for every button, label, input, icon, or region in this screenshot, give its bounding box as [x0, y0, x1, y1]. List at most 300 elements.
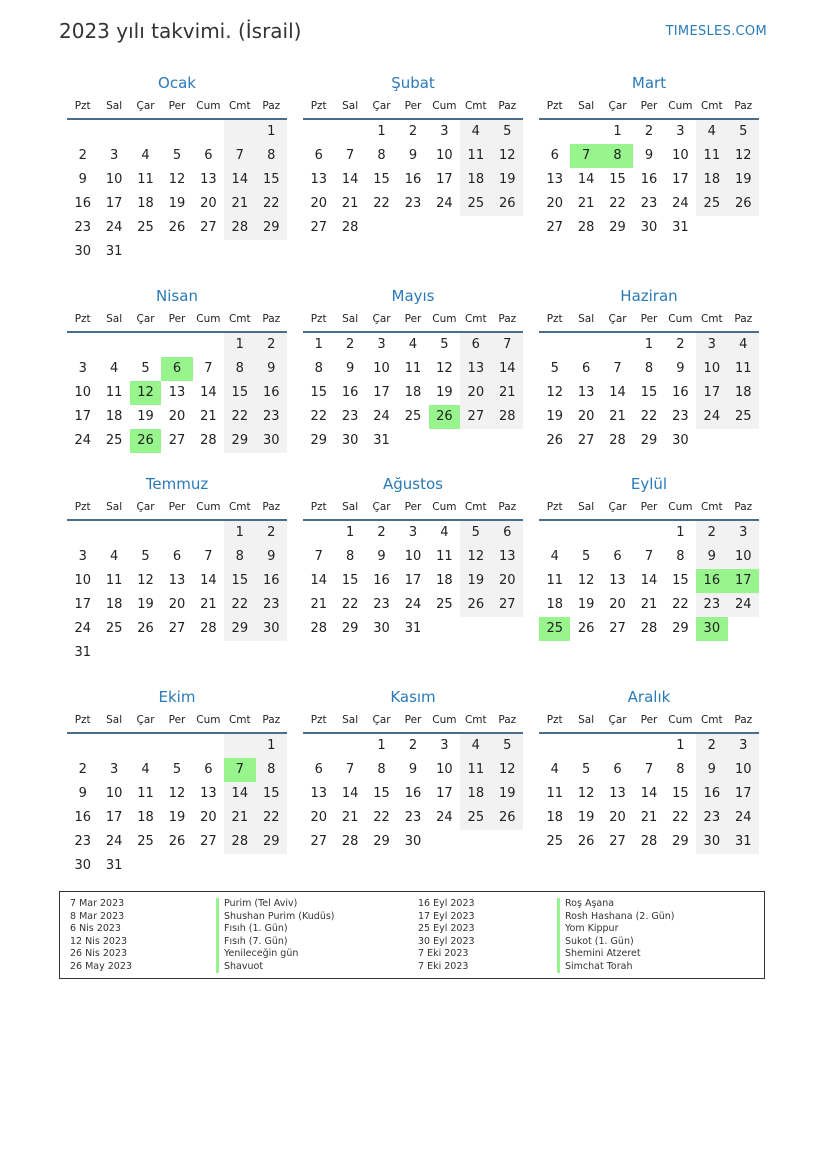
day-cell: 21 [492, 381, 523, 405]
day-cell: 24 [728, 593, 759, 617]
day-cell: 19 [492, 168, 523, 192]
legend-date: 26 Nis 2023 [70, 948, 127, 959]
holiday-day-cell: 30 [696, 617, 727, 641]
brand-link[interactable]: TIMESLES.COM [665, 24, 767, 39]
weekday-label: Sal [106, 313, 123, 325]
day-cell: 14 [577, 172, 595, 187]
day-cell: 29 [256, 830, 287, 854]
legend-date: 8 Mar 2023 [70, 910, 125, 922]
day-cell: 10 [672, 148, 689, 163]
day-cell: 15 [640, 385, 658, 400]
weekday-label: Cmt [464, 714, 487, 726]
month-name: Ekim [158, 688, 196, 706]
empty-cell [224, 120, 255, 144]
day-cell: 14 [200, 573, 217, 588]
month-5 [303, 285, 523, 453]
empty-cell [303, 120, 334, 144]
day-cell: 4 [141, 762, 150, 777]
day-cell: 28 [341, 220, 359, 235]
day-cell: 31 [373, 433, 390, 448]
day-cell: 24 [696, 405, 727, 429]
day-cell: 28 [577, 220, 595, 235]
month-8 [303, 473, 523, 641]
day-cell: 30 [256, 429, 287, 453]
weekday-label: Per [168, 313, 186, 325]
day-cell: 21 [609, 409, 626, 424]
weekday-label: Sal [578, 714, 595, 726]
weekday-label: Sal [106, 501, 123, 513]
day-cell: 13 [310, 172, 327, 187]
day-cell: 10 [404, 549, 422, 564]
weekday-label: Per [168, 714, 186, 726]
day-cell: 21 [200, 409, 217, 424]
day-cell: 15 [224, 381, 255, 405]
day-cell: 3 [408, 525, 418, 540]
weekday-header [539, 307, 759, 333]
legend-date: 7 Eki 2023 [418, 948, 469, 959]
empty-cell [130, 333, 161, 357]
day-cell: 29 [373, 834, 390, 849]
day-cell: 17 [74, 597, 91, 612]
day-cell: 26 [492, 192, 523, 216]
day-cell: 1 [676, 738, 685, 753]
day-cell: 17 [696, 381, 727, 405]
day-cell: 11 [728, 357, 759, 381]
day-grid [67, 333, 287, 453]
day-cell: 22 [256, 192, 287, 216]
day-cell: 30 [341, 433, 359, 448]
day-cell: 19 [460, 569, 491, 593]
day-cell: 4 [440, 525, 449, 540]
holiday-day-cell: 26 [429, 405, 460, 429]
day-cell: 2 [676, 337, 685, 352]
day-cell: 23 [696, 806, 727, 830]
month-3 [539, 72, 759, 240]
day-cell: 6 [314, 148, 323, 163]
legend-dates-col-1 [70, 898, 132, 973]
day-cell: 6 [204, 148, 213, 163]
day-cell: 31 [74, 645, 91, 660]
day-grid [539, 333, 759, 453]
weekday-label: Paz [262, 313, 281, 325]
weekday-label: Pzt [74, 100, 91, 112]
day-cell: 25 [137, 834, 154, 849]
weekday-label: Çar [372, 714, 391, 726]
day-cell: 16 [672, 385, 689, 400]
month-7 [67, 473, 287, 665]
weekday-label: Çar [608, 100, 627, 112]
weekday-header [303, 708, 523, 734]
day-cell: 18 [105, 409, 123, 424]
day-cell: 6 [460, 333, 491, 357]
day-cell: 22 [373, 196, 390, 211]
day-cell: 24 [436, 196, 453, 211]
empty-cell [161, 120, 192, 144]
weekday-label: Pzt [546, 714, 563, 726]
day-cell: 8 [644, 361, 654, 376]
weekday-label: Sal [342, 313, 359, 325]
weekday-label: Paz [734, 501, 753, 513]
empty-cell [539, 120, 570, 144]
day-cell: 31 [672, 220, 689, 235]
day-cell: 19 [436, 385, 453, 400]
legend-holiday-name: Rosh Hashana (2. Gün) [557, 911, 675, 924]
day-cell: 14 [200, 385, 217, 400]
day-cell: 29 [672, 834, 689, 849]
weekday-label: Sal [342, 100, 359, 112]
legend-holiday-name: Fısıh (7. Gün) [216, 936, 335, 949]
day-cell: 6 [550, 148, 559, 163]
day-cell: 8 [224, 545, 255, 569]
weekday-label: Per [640, 100, 658, 112]
day-cell: 4 [408, 337, 418, 352]
weekday-header [67, 708, 287, 734]
day-cell: 20 [200, 810, 217, 825]
legend-names-col-2 [557, 898, 675, 973]
empty-cell [130, 521, 161, 545]
day-cell: 18 [404, 385, 422, 400]
day-cell: 11 [696, 144, 727, 168]
day-cell: 20 [609, 810, 626, 825]
day-cell: 28 [609, 433, 626, 448]
weekday-label: Cmt [700, 714, 723, 726]
weekday-label: Cum [432, 313, 457, 325]
day-cell: 10 [74, 573, 91, 588]
day-cell: 8 [377, 148, 386, 163]
day-cell: 1 [377, 124, 386, 139]
day-cell: 25 [546, 834, 563, 849]
weekday-header [539, 94, 759, 120]
legend-date: 12 Nis 2023 [70, 935, 127, 947]
day-cell: 9 [676, 361, 685, 376]
day-cell: 22 [224, 593, 255, 617]
weekday-label: Paz [498, 100, 517, 112]
day-cell: 11 [137, 786, 154, 801]
holiday-legend [59, 891, 765, 979]
day-cell: 2 [408, 738, 418, 753]
day-cell: 14 [341, 786, 359, 801]
day-cell: 27 [200, 834, 217, 849]
holiday-day-cell: 12 [130, 381, 161, 405]
day-cell: 27 [168, 621, 186, 636]
day-cell: 1 [345, 525, 355, 540]
day-cell: 17 [74, 409, 91, 424]
holiday-day-cell: 16 [696, 569, 727, 593]
weekday-label: Paz [734, 313, 753, 325]
day-cell: 18 [105, 597, 123, 612]
legend-holiday-name: Fısıh (1. Gün) [216, 923, 335, 936]
day-cell: 4 [550, 762, 559, 777]
empty-cell [193, 333, 224, 357]
day-cell: 19 [168, 196, 186, 211]
day-cell: 3 [676, 124, 685, 139]
day-cell: 27 [546, 220, 563, 235]
day-cell: 9 [408, 762, 418, 777]
day-grid [539, 521, 759, 641]
weekday-label: Cum [432, 714, 457, 726]
day-cell: 21 [341, 196, 359, 211]
day-cell: 15 [609, 172, 626, 187]
empty-cell [98, 734, 129, 758]
day-cell: 3 [109, 762, 119, 777]
day-cell: 2 [256, 521, 287, 545]
day-cell: 24 [373, 409, 390, 424]
day-cell: 5 [141, 549, 150, 564]
day-cell: 21 [640, 597, 658, 612]
day-cell: 3 [440, 124, 449, 139]
day-cell: 12 [728, 144, 759, 168]
weekday-label: Per [404, 313, 422, 325]
weekday-label: Cum [668, 714, 693, 726]
day-cell: 8 [256, 758, 287, 782]
weekday-label: Pzt [310, 313, 327, 325]
legend-date: 7 Eki 2023 [418, 960, 469, 972]
day-cell: 25 [137, 220, 154, 235]
day-cell: 5 [460, 521, 491, 545]
day-cell: 15 [256, 782, 287, 806]
legend-holiday-name: Sukot (1. Gün) [557, 936, 675, 949]
day-cell: 5 [141, 361, 150, 376]
day-cell: 20 [168, 409, 186, 424]
day-cell: 16 [696, 782, 727, 806]
day-cell: 21 [310, 597, 327, 612]
empty-cell [161, 521, 192, 545]
day-cell: 1 [224, 333, 255, 357]
day-cell: 8 [676, 762, 685, 777]
empty-cell [161, 333, 192, 357]
day-cell: 7 [314, 549, 323, 564]
weekday-label: Per [404, 100, 422, 112]
day-cell: 1 [613, 124, 622, 139]
day-cell: 17 [105, 196, 123, 211]
legend-holiday-name: Shemini Atzeret [557, 948, 675, 961]
day-cell: 2 [256, 333, 287, 357]
day-cell: 1 [256, 120, 287, 144]
day-cell: 6 [492, 521, 523, 545]
day-cell: 10 [436, 148, 453, 163]
day-grid [539, 120, 759, 240]
day-cell: 10 [373, 361, 390, 376]
empty-cell [334, 734, 365, 758]
weekday-label: Paz [498, 501, 517, 513]
day-cell: 5 [492, 120, 523, 144]
weekday-label: Cmt [700, 100, 723, 112]
month-name: Ağustos [383, 475, 443, 493]
weekday-header [303, 495, 523, 521]
day-cell: 25 [105, 621, 123, 636]
weekday-label: Paz [734, 100, 753, 112]
day-cell: 11 [137, 172, 154, 187]
day-cell: 3 [109, 148, 119, 163]
weekday-label: Cum [196, 714, 221, 726]
day-cell: 17 [105, 810, 123, 825]
day-cell: 23 [404, 810, 422, 825]
day-cell: 30 [373, 621, 390, 636]
weekday-label: Per [640, 714, 658, 726]
page-title: 2023 yılı takvimi. (İsrail) [59, 19, 302, 43]
day-cell: 21 [577, 196, 595, 211]
day-cell: 1 [377, 738, 386, 753]
day-cell: 18 [137, 196, 154, 211]
day-cell: 18 [436, 573, 453, 588]
day-cell: 15 [224, 569, 255, 593]
day-cell: 18 [460, 168, 491, 192]
day-cell: 31 [728, 830, 759, 854]
day-cell: 5 [581, 762, 591, 777]
holiday-day-cell: 7 [570, 144, 601, 168]
day-cell: 25 [460, 806, 491, 830]
day-cell: 6 [581, 361, 591, 376]
day-cell: 8 [224, 357, 255, 381]
day-cell: 8 [314, 361, 323, 376]
day-cell: 17 [373, 385, 390, 400]
weekday-label: Sal [106, 100, 123, 112]
day-cell: 10 [696, 357, 727, 381]
day-cell: 4 [728, 333, 759, 357]
day-cell: 23 [256, 405, 287, 429]
day-cell: 7 [224, 144, 255, 168]
day-cell: 11 [460, 758, 491, 782]
day-cell: 26 [492, 806, 523, 830]
day-cell: 5 [440, 337, 449, 352]
month-11 [303, 686, 523, 854]
weekday-label: Per [640, 501, 658, 513]
day-cell: 25 [105, 433, 123, 448]
day-cell: 22 [640, 409, 658, 424]
day-cell: 12 [492, 144, 523, 168]
day-cell: 9 [696, 545, 727, 569]
empty-cell [570, 521, 601, 545]
day-cell: 29 [256, 216, 287, 240]
weekday-label: Cum [196, 313, 221, 325]
day-cell: 28 [200, 433, 217, 448]
day-cell: 27 [460, 405, 491, 429]
day-cell: 17 [728, 782, 759, 806]
day-cell: 11 [105, 385, 123, 400]
day-cell: 27 [609, 621, 626, 636]
day-cell: 18 [696, 168, 727, 192]
day-cell: 25 [404, 409, 422, 424]
day-grid [67, 120, 287, 264]
day-cell: 18 [728, 381, 759, 405]
day-cell: 24 [74, 433, 91, 448]
day-cell: 10 [728, 758, 759, 782]
empty-cell [570, 734, 601, 758]
weekday-label: Cum [196, 501, 221, 513]
day-cell: 12 [460, 545, 491, 569]
month-name: Kasım [390, 688, 436, 706]
day-cell: 29 [609, 220, 626, 235]
day-cell: 7 [345, 148, 355, 163]
day-cell: 22 [256, 806, 287, 830]
day-cell: 20 [609, 597, 626, 612]
day-cell: 12 [168, 786, 186, 801]
day-cell: 24 [404, 597, 422, 612]
day-cell: 20 [200, 196, 217, 211]
weekday-header [539, 708, 759, 734]
day-cell: 28 [640, 834, 658, 849]
holiday-day-cell: 26 [130, 429, 161, 453]
day-grid [67, 734, 287, 878]
weekday-label: Çar [136, 501, 155, 513]
day-cell: 11 [436, 549, 453, 564]
day-cell: 27 [310, 834, 327, 849]
day-cell: 9 [78, 172, 87, 187]
day-cell: 9 [644, 148, 654, 163]
month-6 [539, 285, 759, 453]
day-cell: 23 [640, 196, 658, 211]
legend-dates-col-2 [418, 898, 475, 973]
day-cell: 14 [640, 786, 658, 801]
month-12 [539, 686, 759, 854]
legend-holiday-name: Roş Aşana [557, 898, 675, 911]
weekday-label: Sal [578, 313, 595, 325]
legend-date: 7 Mar 2023 [70, 898, 125, 909]
legend-date: 6 Nis 2023 [70, 923, 121, 934]
day-cell: 11 [404, 361, 422, 376]
day-cell: 29 [224, 617, 255, 641]
day-cell: 3 [728, 521, 759, 545]
day-cell: 22 [224, 405, 255, 429]
day-cell: 18 [546, 810, 563, 825]
day-cell: 16 [373, 573, 390, 588]
month-10 [67, 686, 287, 878]
weekday-label: Paz [262, 501, 281, 513]
day-cell: 11 [546, 573, 563, 588]
weekday-label: Pzt [74, 714, 91, 726]
day-cell: 29 [341, 621, 359, 636]
day-cell: 16 [640, 172, 658, 187]
day-cell: 19 [728, 168, 759, 192]
legend-holiday-name: Shushan Purim (Kudüs) [216, 911, 335, 924]
month-name: Eylül [630, 475, 668, 493]
day-cell: 17 [436, 172, 453, 187]
day-cell: 5 [172, 762, 182, 777]
empty-cell [67, 333, 98, 357]
day-cell: 29 [310, 433, 327, 448]
day-cell: 29 [672, 621, 689, 636]
month-4 [67, 285, 287, 453]
day-cell: 24 [728, 806, 759, 830]
day-cell: 25 [436, 597, 453, 612]
day-cell: 10 [74, 385, 91, 400]
empty-cell [67, 120, 98, 144]
day-cell: 2 [345, 337, 355, 352]
day-cell: 4 [696, 120, 727, 144]
day-cell: 8 [676, 549, 685, 564]
day-cell: 21 [224, 192, 255, 216]
day-cell: 6 [172, 549, 182, 564]
weekday-label: Cum [668, 313, 693, 325]
legend-holiday-name: Shavuot [216, 961, 335, 974]
weekday-label: Sal [578, 501, 595, 513]
day-cell: 31 [105, 858, 123, 873]
day-cell: 22 [373, 810, 390, 825]
day-cell: 22 [310, 409, 327, 424]
day-cell: 10 [436, 762, 453, 777]
day-grid [539, 734, 759, 854]
day-cell: 10 [105, 786, 123, 801]
empty-cell [193, 120, 224, 144]
day-cell: 20 [577, 409, 595, 424]
day-cell: 15 [310, 385, 327, 400]
day-cell: 1 [314, 337, 323, 352]
legend-names-col-1 [216, 898, 335, 973]
weekday-label: Cmt [228, 714, 251, 726]
weekday-label: Sal [342, 501, 359, 513]
empty-cell [130, 120, 161, 144]
legend-holiday-name: Yom Kippur [557, 923, 675, 936]
